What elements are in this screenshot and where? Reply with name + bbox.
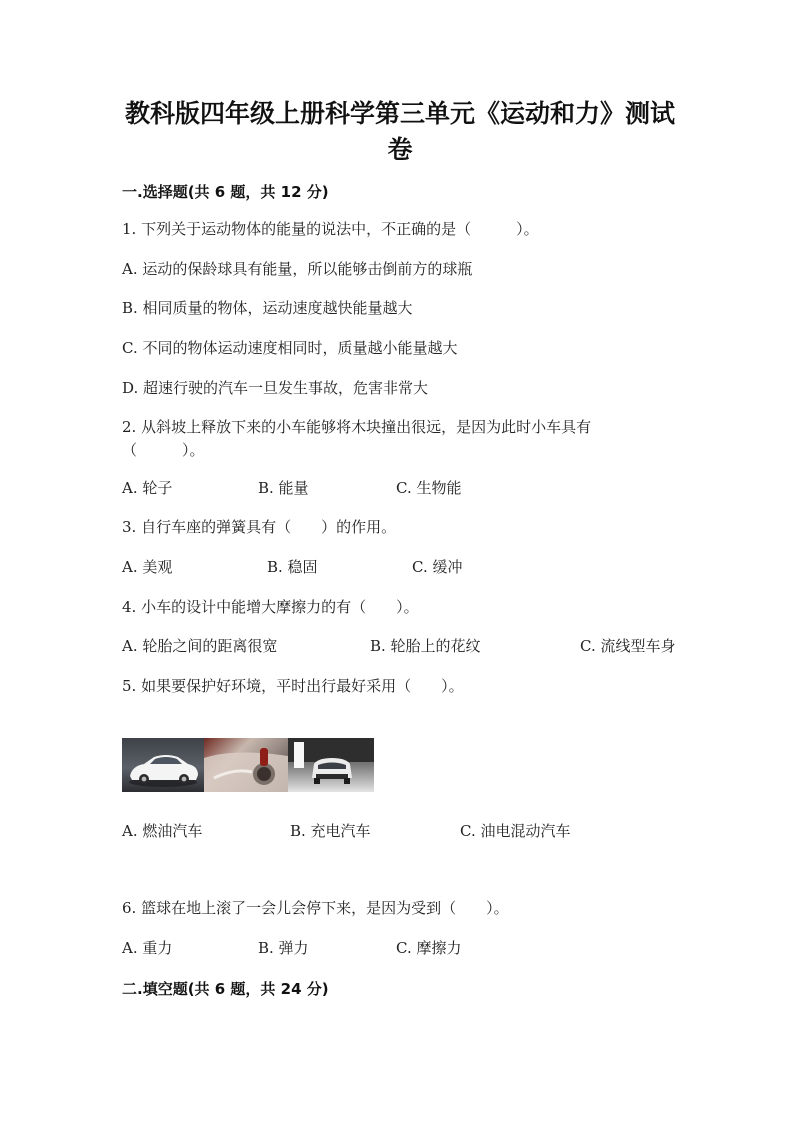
hybrid-car-image xyxy=(288,738,374,792)
q1-option-a: A. 运动的保龄球具有能量，所以能够击倒前方的球瓶 xyxy=(122,260,473,278)
q3-option-a: A. 美观 xyxy=(122,558,173,576)
question-6: 6. 篮球在地上滚了一会儿会停下来，是因为受到（ ）。 xyxy=(122,899,509,917)
fuel-car-image xyxy=(122,738,204,792)
question-3: 3. 自行车座的弹簧具有（ ）的作用。 xyxy=(122,518,397,536)
question-5: 5. 如果要保护好环境，平时出行最好采用（ ）。 xyxy=(122,677,464,695)
charging-car-image xyxy=(204,738,288,792)
title-line-2: 卷 xyxy=(387,135,413,164)
question-2-line-2: （ ）。 xyxy=(122,441,205,459)
q2-option-a: A. 轮子 xyxy=(122,479,173,497)
q6-option-b: B. 弹力 xyxy=(258,939,309,957)
q5-option-b: B. 充电汽车 xyxy=(290,822,371,840)
section-heading-fill-in: 二.填空题(共 6 题，共 24 分) xyxy=(122,980,329,998)
title-line-1: 教科版四年级上册科学第三单元《运动和力》测试 xyxy=(124,99,675,128)
q1-option-c: C. 不同的物体运动速度相同时，质量越小能量越大 xyxy=(122,339,458,357)
question-1: 1. 下列关于运动物体的能量的说法中，不正确的是（ ）。 xyxy=(122,220,539,238)
car-images xyxy=(122,738,374,792)
q3-option-b: B. 稳固 xyxy=(267,558,318,576)
q6-option-a: A. 重力 xyxy=(122,939,173,957)
question-4: 4. 小车的设计中能增大摩擦力的有（ ）。 xyxy=(122,598,419,616)
question-2-line-1: 2. 从斜坡上释放下来的小车能够将木块撞出很远，是因为此时小车具有 xyxy=(122,418,592,436)
q2-option-b: B. 能量 xyxy=(258,479,309,497)
q1-option-d: D. 超速行驶的汽车一旦发生事故，危害非常大 xyxy=(122,379,429,397)
q5-option-a: A. 燃油汽车 xyxy=(122,822,203,840)
q1-option-b: B. 相同质量的物体，运动速度越快能量越大 xyxy=(122,299,413,317)
q4-option-c: C. 流线型车身 xyxy=(580,637,676,655)
q2-option-c: C. 生物能 xyxy=(396,479,462,497)
q5-option-c: C. 油电混动汽车 xyxy=(460,822,571,840)
section-heading-choice: 一.选择题(共 6 题，共 12 分) xyxy=(122,183,329,201)
q4-option-b: B. 轮胎上的花纹 xyxy=(370,637,481,655)
q4-option-a: A. 轮胎之间的距离很宽 xyxy=(122,637,278,655)
q3-option-c: C. 缓冲 xyxy=(412,558,463,576)
q6-option-c: C. 摩擦力 xyxy=(396,939,462,957)
exam-title xyxy=(100,96,700,168)
